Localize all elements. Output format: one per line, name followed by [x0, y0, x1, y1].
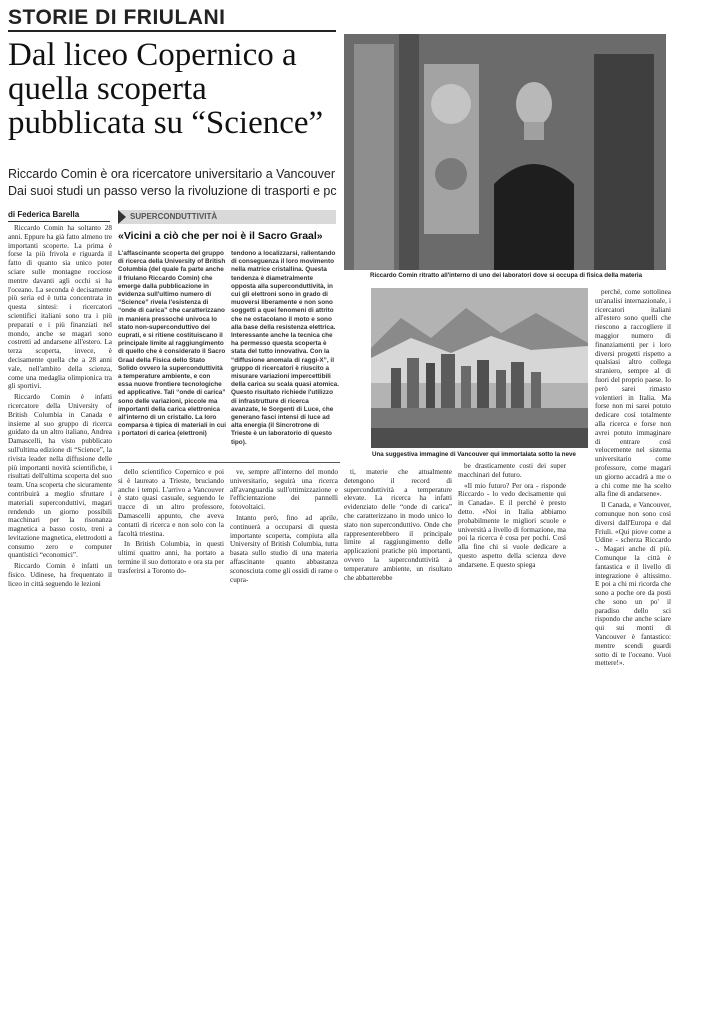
- article-column-left: [8, 224, 112, 588]
- vancouver-skyline-image: [371, 288, 588, 448]
- paragraph: Il Canada, e Vancouver, comunque non sono così diversi dall'Europa e dal Friuli. «Qui piove come a Udine - scherza Riccardo -. Magari anche di più. Comunque la città è fantastica e il livello di integrazione è altissimo. E poi a chi mi ricorda che sono a poche ore da posti che sono un po' il paradiso dello sci rispondo che anche sciare qui sui monti di Vancouver è fantastico: mentre scendi guardi sotto di te l'oceano. Vuoi mettere!».: [595, 501, 671, 668]
- sidebar-kicker: [118, 210, 336, 224]
- article-column-c1: [344, 468, 452, 582]
- subheadline: [8, 166, 340, 200]
- lab-scene-image: [344, 34, 666, 270]
- paragraph: In British Columbia, in questi ultimi quattro anni, ha portato a termine il suo dottorato e ora sta per trasferirsi a Toronto do-: [118, 540, 224, 575]
- byline: di Federica Barella: [8, 210, 110, 222]
- paragraph: ve, sempre all'interno del mondo universitario, seguirà una ricerca all'avanguardia sull'ottimizzazione e l'efficientazione dei pannelli fotovoltaici.: [230, 468, 338, 512]
- section-header: [8, 6, 336, 30]
- portrait-photo: [344, 34, 666, 270]
- portrait-caption: Riccardo Comin ritratto all'interno di uno dei laboratori dove si occupa di fisica della materia: [370, 272, 643, 279]
- sidebar-title: «Vicini a ciò che per noi è il Sacro Graal»: [118, 230, 323, 242]
- article-column-c2: [458, 462, 566, 578]
- city-caption: Una suggestiva immagine di Vancouver qui immortalata sotto la neve: [372, 451, 576, 458]
- paragraph: dello scientifico Copernico e poi si è laureato a Trieste, bruciando anche i tempi. L'arrivo a Vancouver è stato quasi casuale, seguendo le tracce di un altro professore, Damascelli appunto, che aveva contatti di ricerca e non solo con la facoltà triestina.: [118, 468, 224, 538]
- paragraph: ti, materie che attualmente detengono il record di superconduttività a temperature elevate. La ricerca ha infatti evidenziato delle “onde di carica” che caratterizzano in modo unico lo stato non superconduttivo. Onde che rappresenterebbero il principale limite al raggiungimento delle applicazioni pratiche più importanti, ovvero la superconduttività a temperature ambiente, un risultato che abbatterebbe: [344, 468, 452, 582]
- subhead-line-2: Dai suoi studi un passo verso la rivoluzione di trasporti e pc: [8, 184, 337, 198]
- sidebar-divider: [118, 462, 340, 463]
- article-column-b2: [230, 468, 338, 584]
- city-photo: [371, 288, 588, 448]
- article-column-right: [595, 288, 671, 668]
- article-column-b1: [118, 468, 224, 578]
- paragraph: perché, come sottolinea un'analisi internazionale, i ricercatori italiani all'estero sono quelli che riescono a raccogliere il maggior numero di finanziamenti per i loro diversi progetti rispetto a qualsiasi altro collega straniero, sempre al di fuori del proprio paese. Io però sarei rimasto volentieri in Italia. Ma forse non mi sarei potuto dedicare così totalmente alla ricerca e forse non avrei potuto immaginare di entrare così velocemente nel sistema universitario come professore, come magari un giorno accadrà a me o a chi come me ha scelto alla fine di andarsene».: [595, 288, 671, 499]
- paragraph: be drasticamente costi dei super macchinari del futuro.: [458, 462, 566, 479]
- headline: Dal liceo Copernico a quella scoperta pubblicata su “Science”: [8, 37, 324, 141]
- section-kicker: STORIE DI FRIULANI: [8, 6, 226, 29]
- header-rule: [8, 30, 336, 32]
- subhead-line-1: Riccardo Comin è ora ricercatore universitario a Vancouver: [8, 167, 335, 181]
- paragraph: Riccardo Comin ha soltanto 28 anni. Eppure ha già fatto almeno tre importanti scoperte. La prima è forse la più frivola e riguarda il fatto di quanto sia unico poter sciare sulle montagne rocciose mentre davanti agli occhi si ha l'oceano. La seconda è decisamente più seria ed è tutta concentrata in questa sintesi: i ricercatori scientifici italiani sono tra i più preparati e i più finanziati nel mondo, anche se magari sono costretti ad andarsene all'estero. La terza scoperta, invece, è decisamente quella che a 28 anni vale, nell'ambito della scienza, come una medaglia olimpionica tra gli sportivi.: [8, 224, 112, 391]
- paragraph: Riccardo Comin è infatti un fisico. Udinese, ha frequentato il liceo in città seguendo le lezioni: [8, 562, 112, 588]
- sidebar-column-2: tendono a localizzarsi, rallentando di conseguenza il loro movimento nella matrice cristallina. Questa tendenza è diametralmente opposta alla superconduttività, in cui gli elettroni sono in grado di muoversi liberamente e non sono soggetti a quei fenomeni di attrito che ne ostacolano il moto e sono alla base della resistenza elettrica. Interessante anche la tecnica che ha permesso questa scoperta è stata del tutto innovativa. Con la “diffusione anomala di raggi-X”, il gruppo di ricercatori è riuscito a misurare variazioni impercettibili della carica su scala quasi atomica. Questo risultato richiede l'utilizzo di infrastrutture di ricerca avanzate, le Sorgenti di Luce, che generano fasci intensi di luce ad alta energia (il Sincrotrone di Trieste è un laboratorio di questo tipo).: [231, 250, 339, 446]
- paragraph: «Il mio futuro? Per ora - risponde Riccardo - lo vedo decisamente qui in Canada». E il perché è presto detto. «Noi in Italia abbiamo probabilmente le migliori scuole e università a livello di formazione, ma poi la ricerca è cosa per pochi. Così alla fine chi si vuole dedicare a questo aspetto della scienza deve andarsene. E questo spiega: [458, 481, 566, 569]
- paragraph: Riccardo Comin è infatti ricercatore della University of British Columbia in Canada e insieme al suo gruppo di ricerca guidato da un altro italiano, Andrea Damascelli, ha visto pubblicato sull'ultima edizione di “Science”, la rivista leader nella diffusione delle più importanti novità scientifiche, i risultati dell'ultima scoperta del suo team. Una scoperta che sicuramente contribuirà a meglio sfruttare i materiali superconduttivi, magari rendendo un giorno possibili macchinari per la risonanza magnetica a basso costo, treni a levitazione magnetica, elettrodotti a consumo zero e computer quantistici “economici”.: [8, 393, 112, 560]
- paragraph: Intanto però, fino ad aprile, continuerà a occuparsi di questa importante scoperta, compiuta alla University of British Columbia, tutta basata sullo studio di una materia affascinante quanto abbastanza sconosciuta come gli ossidi di rame o cupra-: [230, 513, 338, 584]
- sidebar-kicker-label: SUPERCONDUTTIVITÀ: [130, 212, 218, 222]
- sidebar-column-1: L'affascinante scoperta del gruppo di ricerca della University of British Columbia (del quale fa parte anche il friulano Riccardo Comin) che emerge dalla pubblicazione in evidenza sull'ultimo numero di “Science” rivela l'esistenza di “onde di carica” che caratterizzano in maniera pressoché univoca lo stato non-superconduttivo dei cuprati, e si ritiene costituiscano il principale limite al raggiungimento di quello che è considerato il Sacro Graal della Fisica dello Stato Solido ovvero la superconduttività a temperature ambiente, e con essa nuove frontiere tecnologiche ed applicative. Tali “onde di carica” sono delle variazioni, piccole ma importanti della carica elettronica all'interno di un cristallo. La loro comparsa è tipica di materiali in cui i portatori di carica (elettroni): [118, 250, 226, 438]
- arrow-right-icon: [118, 210, 126, 224]
